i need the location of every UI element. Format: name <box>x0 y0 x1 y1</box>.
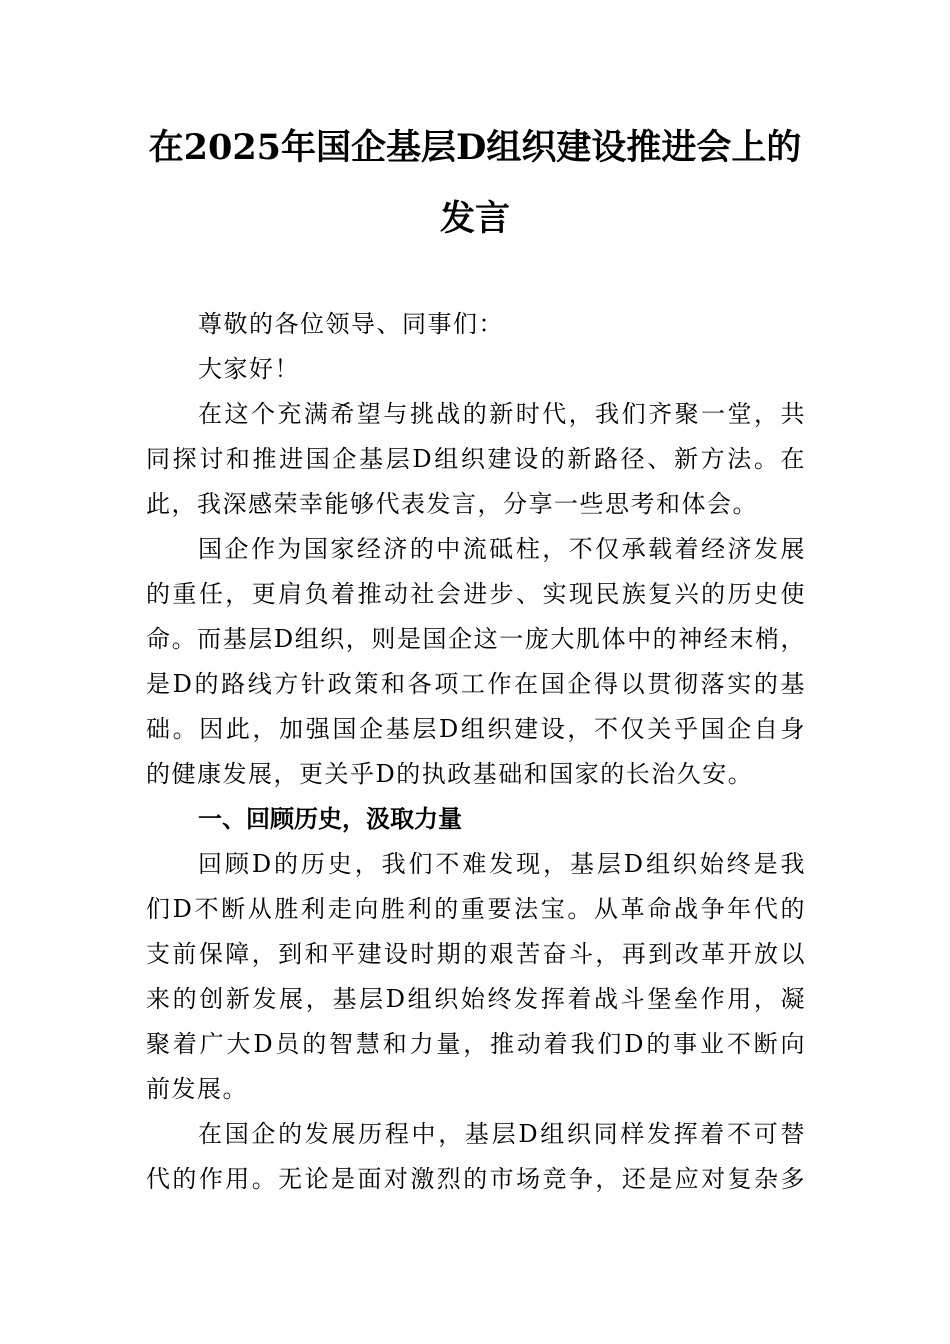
paragraph-2-line: 国企作为国家经济的中流砥柱，不仅承载着经济发展 <box>198 535 806 563</box>
paragraph-2-line: 是D的路线方针政策和各项工作在国企得以贯彻落实的基 <box>146 670 806 698</box>
section-heading-1: 一、回顾历史，汲取力量 <box>198 805 462 833</box>
paragraph-2-line: 的健康发展，更关乎D的执政基础和国家的长治久安。 <box>146 760 754 788</box>
paragraph-3-line: 支前保障，到和平建设时期的艰苦奋斗，再到改革开放以 <box>146 940 806 968</box>
paragraph-3-line: 来的创新发展，基层D组织始终发挥着战斗堡垒作用，凝 <box>146 985 806 1013</box>
paragraph-1-line: 在这个充满希望与挑战的新时代，我们齐聚一堂，共 <box>198 400 806 428</box>
paragraph-1-line: 此，我深感荣幸能够代表发言，分享一些思考和体会。 <box>146 490 758 518</box>
paragraph-2-line: 的重任，更肩负着推动社会进步、实现民族复兴的历史使 <box>146 580 806 608</box>
greeting: 大家好！ <box>198 355 300 383</box>
paragraph-4-line: 在国企的发展历程中，基层D组织同样发挥着不可替 <box>198 1120 806 1148</box>
paragraph-2-line: 命。而基层D组织，则是国企这一庞大肌体中的神经末梢， <box>146 625 806 653</box>
salutation: 尊敬的各位领导、同事们： <box>198 310 504 338</box>
paragraph-3-line: 回顾D的历史，我们不难发现，基层D组织始终是我 <box>198 850 806 878</box>
document-body <box>146 302 806 1202</box>
paragraph-2-line: 础。因此，加强国企基层D组织建设，不仅关乎国企自身 <box>146 715 806 743</box>
document-title-line-2: 发言 <box>439 198 510 239</box>
paragraph-3-line: 们D不断从胜利走向胜利的重要法宝。从革命战争年代的 <box>146 895 806 923</box>
document-title-line-1: 在2025年国企基层D组织建设推进会上的 <box>148 127 802 168</box>
paragraph-4-line: 代的作用。无论是面对激烈的市场竞争，还是应对复杂多 <box>146 1165 806 1193</box>
paragraph-3-line: 聚着广大D员的智慧和力量，推动着我们D的事业不断向 <box>146 1030 806 1058</box>
paragraph-1-line: 同探讨和推进国企基层D组织建设的新路径、新方法。在 <box>146 445 806 473</box>
paragraph-3-line: 前发展。 <box>146 1075 248 1103</box>
